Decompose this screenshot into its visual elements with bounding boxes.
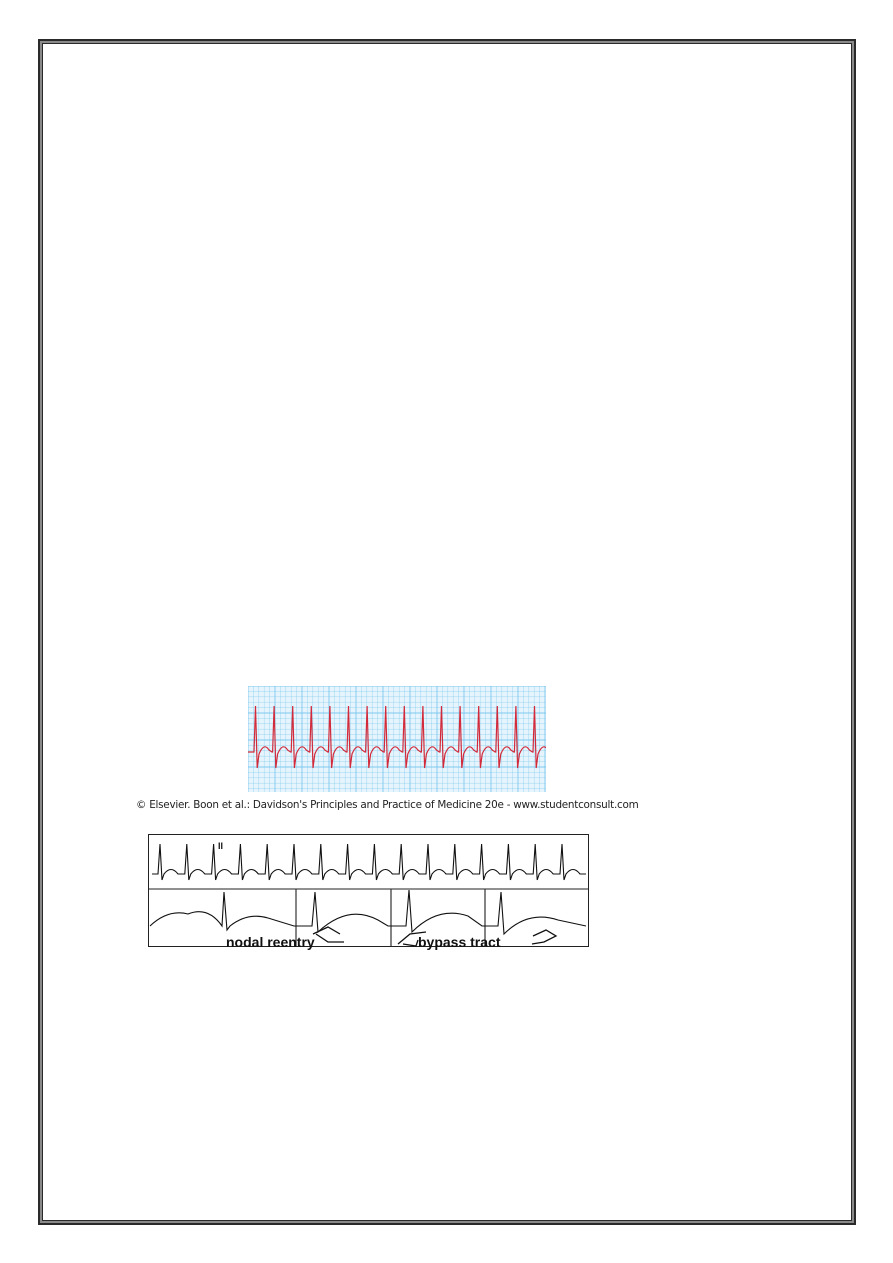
lead-label: II [218,841,224,851]
label-bypass-tract: bypass tract [418,934,501,950]
page-border [38,39,856,1225]
label-nodal-reentry: nodal reentry [226,934,315,950]
figure-caption: © Elsevier. Boon et al.: Davidson's Principles and Practice of Medicine 20e - www.studentconsult.com [136,799,639,811]
ecg-figure [248,686,546,792]
rhythm-strip-figure [148,834,590,952]
ecg-grid-background [248,686,546,792]
